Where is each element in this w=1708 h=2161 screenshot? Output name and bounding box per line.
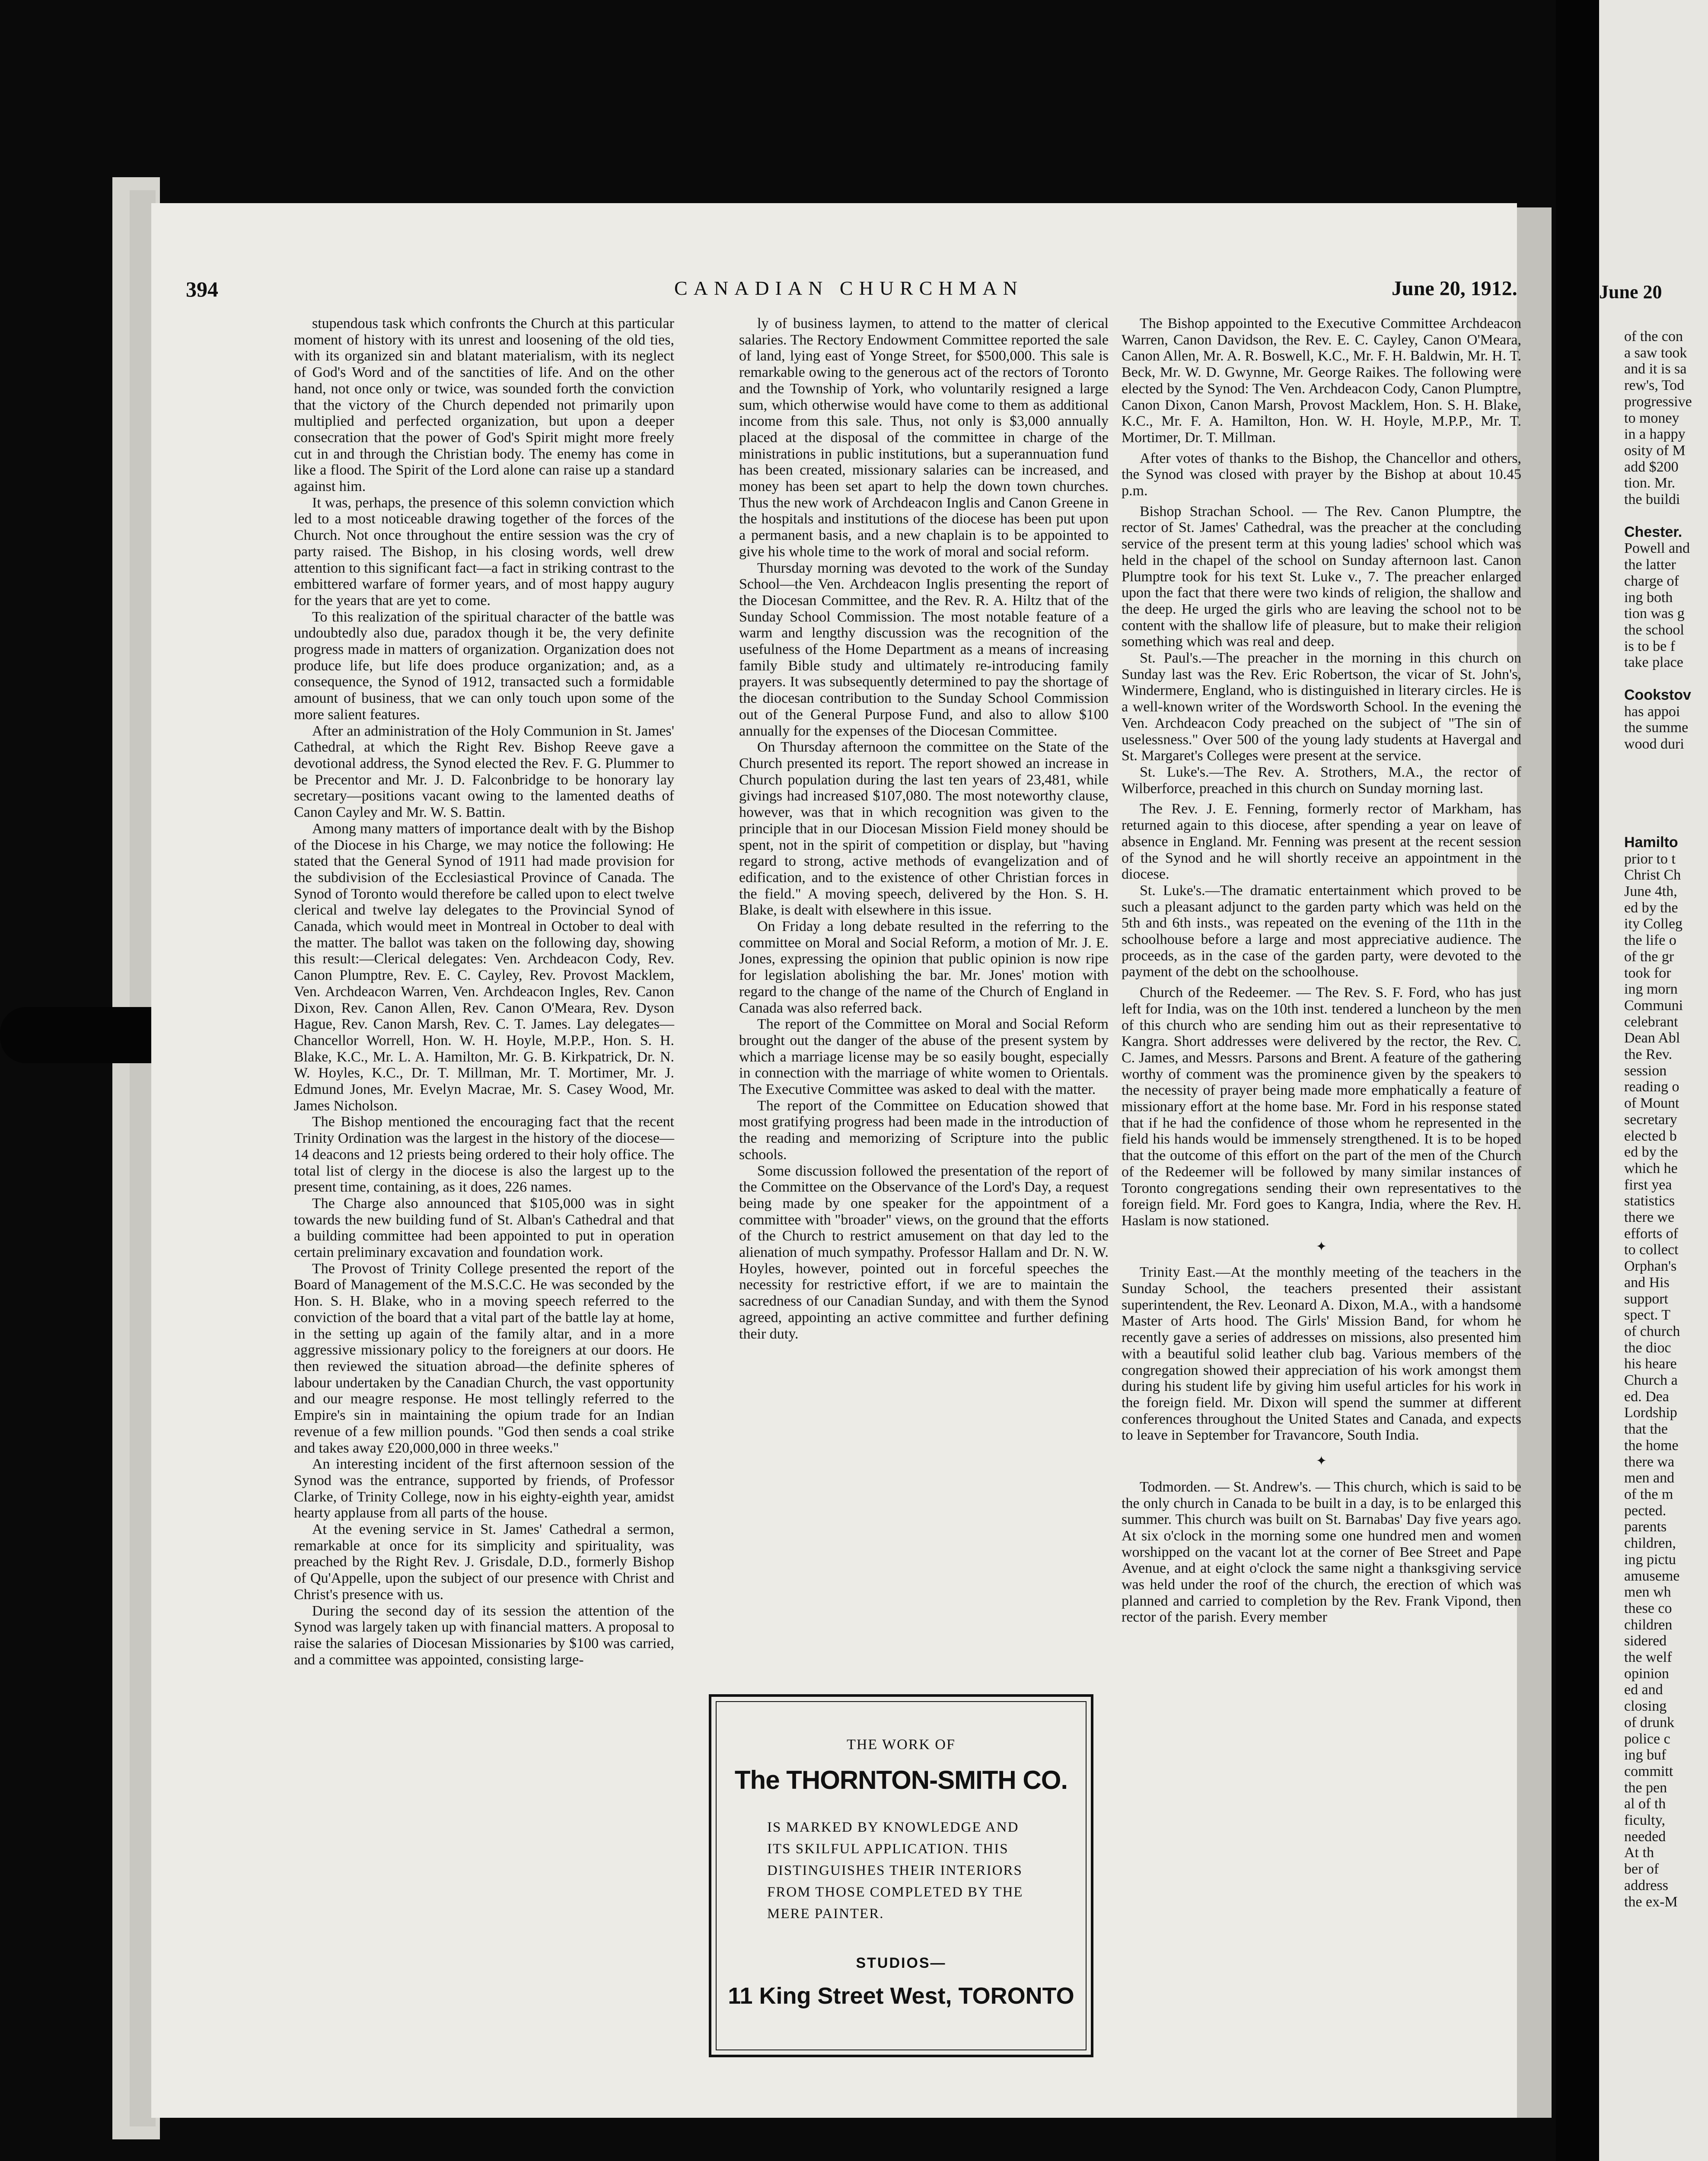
page-number: 394: [186, 277, 218, 301]
next-page-line: al of th: [1624, 1796, 1666, 1812]
next-page-line: the life o: [1624, 932, 1676, 949]
next-page-line: has appoi: [1624, 703, 1680, 720]
next-page-line: is to be f: [1624, 638, 1676, 654]
paragraph: The Provost of Trinity College presented the report of the Board of Management of the M.S.C.C. He was seconded by the Hon. S. H. Blake, who in a moving speech referred to the conviction of the board that a vital part of the battle lay at home, in the setting up again of the family altar, and in a more aggressive missionary policy to the foreigners at our doors. He then reviewed the situation abroad—the definite spheres of labour undertaken by the Canadian Church, the vast opportunity and our meagre response. He most tellingly referred to the Empire's sin in maintaining the opium trade for an Indian revenue of a few million pounds. "God then sends a coal strike and takes away £20,000,000 in three weeks.": [294, 1260, 674, 1456]
next-page-line: ing buf: [1624, 1747, 1667, 1763]
next-page-line: secretary: [1624, 1111, 1677, 1128]
issue-date: June 20, 1912.: [1392, 277, 1517, 300]
next-page-line: Lordship: [1624, 1405, 1677, 1421]
section-ornament: ✦: [1316, 1454, 1327, 1469]
next-page-line: of the gr: [1624, 948, 1674, 965]
advertisement-inner-border: [716, 1701, 1087, 2050]
paragraph: Some discussion followed the presentation of the report of the Committee on the Observance of the Lord's Day, a request being made by one speaker for the appointment of a committee with "broader" views, on the ground that the efforts of the Church to restrict amusement on that day led to the alienation of much sympathy. Professor Hallam and Dr. N. W. Hoyles, however, pointed out in forceful speeches the necessity for restrictive effort, if we are to maintain the sacredness of our Canadian Sunday, and with them the Synod agreed, appointing an active committee and further defining their duty.: [739, 1163, 1109, 1342]
next-page-line: first yea: [1624, 1176, 1672, 1193]
paragraph: Church of the Redeemer. — The Rev. S. F. Ford, who has just left for India, was on the 10th inst. tendered a luncheon by the men of this church who are sending him out as their representative to Kangra. Short addresses were delivered by the rector, the Rev. C. C. James, and Messrs. Parsons and Brent. A feature of the gathering worthy of comment was the prominence given by the speakers to the necessity of prayer being made more emphatically a feature of missionary effort at the home base. Mr. Ford in his response stated that if he had the confidence of those whom he represented in the field his hands would be immensely strengthened. It is to be hoped that the outcome of this effort on the part of the men of the Church of the Redeemer will be followed by many similar instances of Toronto congregations sending their own representatives to the foreign field. Mr. Ford goes to Kangra, India, where the Rev. H. Haslam is now stationed.: [1122, 985, 1521, 1229]
next-page-line: Dean Abl: [1624, 1030, 1680, 1046]
next-page-line: the home: [1624, 1437, 1679, 1453]
next-page-line: tion was g: [1624, 606, 1685, 622]
paragraph: Todmorden. — St. Andrew's. — This church, which is said to be the only church in Canada to be built in a day, is to be enlarged this summer. This church was built on St. Barnabas' Day five years ago. At six o'clock in the morning some one hundred men and women worshipped on the vacant lot at the corner of Bee Street and Pape Avenue, and at eight o'clock the same night a thanksgiving service was held under the roof of the church, the erection of which was planned and carried to completion by the Rev. Frank Vipond, then rector of the parish. Every member: [1122, 1479, 1521, 1626]
next-page-line: there wa: [1624, 1453, 1675, 1470]
next-page-line: the pen: [1624, 1779, 1667, 1796]
paragraph: St. Paul's.—The preacher in the morning in this church on Sunday last was the Rev. Eric Robertson, the vicar of St. John's, Windermere, England, who is distinguished in literary circles. He is a well-known writer of the Wordsworth School. In the evening the Ven. Archdeacon Cody preached on the subject of "The sin of uselessness." Over 500 of the young lady students at Havergal and St. Margaret's Colleges were present at the service.: [1122, 650, 1521, 764]
next-page-line: amuseme: [1624, 1568, 1680, 1584]
next-page-lines-d: [1624, 851, 1706, 1910]
column-1: [294, 316, 674, 1668]
paragraph: After an administration of the Holy Communion in St. James' Cathedral, at which the Right Rev. Bishop Reeve gave a devotional address, the Synod elected the Rev. F. G. Plummer to be Precentor and Mr. J. D. Falconbridge to be honorary lay secretary—positions vacant owing to the lamented deaths of Canon Cayley and Mr. W. S. Battin.: [294, 723, 674, 821]
paragraph: St. Luke's.—The Rev. A. Strothers, M.A., the rector of Wilberforce, preached in this church on Sunday morning last.: [1122, 764, 1521, 797]
next-page-line: charge of: [1624, 573, 1679, 589]
ad-intro: THE WORK OF: [847, 1737, 956, 1753]
paragraph: The report of the Committee on Education showed that most gratifying progress had been made in the introduction of the reading and memorizing of Scripture into the public schools.: [739, 1097, 1109, 1163]
ad-body: IS MARKED BY KNOWLEDGE AND ITS SKILFUL APPLICATION. THIS DISTINGUISHES THEIR INTERIORS FROM THOSE COMPLETED BY THE MERE PAINTER.: [767, 1820, 1023, 1922]
next-page-line: and His: [1624, 1274, 1670, 1291]
paragraph: The report of the Committee on Moral and Social Reform brought out the danger of the abuse of the present system by which a marriage license may be so easily bought, especially in connection with the marriage of white women to Orientals. The Executive Committee was asked to deal with the matter.: [739, 1016, 1109, 1098]
paragraph: To this realization of the spiritual character of the battle was undoubtedly also due, paradox though it be, the very definite progress made in matters of organization. Organization does not produce life, but life does produce organization; and, as a consequence, the Synod of 1912, transacted such a formidable amount of business, that we can only touch upon some of the more salient features.: [294, 609, 674, 723]
next-page-line: the Rev.: [1624, 1046, 1673, 1063]
next-page-line: men and: [1624, 1470, 1675, 1486]
next-page-line: took for: [1624, 965, 1671, 981]
next-page-date: June 20: [1599, 281, 1662, 303]
next-page-heading-cookstown: Cookstov: [1624, 687, 1691, 704]
next-page-line: of the m: [1624, 1486, 1673, 1502]
next-page-heading-chester: Chester.: [1624, 523, 1683, 540]
next-page-line: children: [1624, 1616, 1673, 1633]
next-page-line: children,: [1624, 1535, 1676, 1552]
next-page-line: ing both: [1624, 589, 1673, 606]
next-page-line: rew's, Tod: [1624, 377, 1685, 394]
next-page-line: committ: [1624, 1763, 1673, 1779]
paragraph: At the evening service in St. James' Cathedral a sermon, remarkable at once for its simplicity and spirituality, was preached by the Right Rev. J. Grisdale, D.D., formerly Bishop of Qu'Appelle, upon the subject of our presence with Christ and Christ's presence with us.: [294, 1521, 674, 1603]
next-page-line: of Mount: [1624, 1095, 1679, 1112]
paragraph: Thursday morning was devoted to the work of the Sunday School—the Ven. Archdeacon Inglis presenting the report of the Diocesan Committee, and the Rev. R. A. Hiltz that of the Sunday School Commission. The most notable feature of a warm and lengthy discussion was the recognition of the usefulness of the Home Department as a means of increasing family Bible study and ultimately re-introducing family prayers. It was subsequently determined to pay the shortage of the diocesan contribution to the Sunday School Commission out of the General Purpose Fund, and also to allow $100 annually for the expenses of the Diocesan Committee.: [739, 560, 1109, 739]
next-page-line: ing morn: [1624, 981, 1678, 998]
next-page-lines-c: [1624, 704, 1706, 752]
next-page-line: June 4th,: [1624, 883, 1677, 899]
paragraph: On Thursday afternoon the committee on the State of the Church presented its report. The report showed an increase in Church population during the last ten years of 23,481, while givings had increased $107,080. The most noteworthy clause, however, was that in which recognition was given to the principle that in our Diocesan Mission Field money should be spent, not in the spirit of competition or display, but "having regard to strong, active methods of evangelization and of edification, and to the existence of other Christian forces in the field." A moving speech, delivered by the Hon. S. H. Blake, is dealt with elsewhere in this issue.: [739, 739, 1109, 918]
column-2: [739, 316, 1109, 1342]
masthead: CANADIAN CHURCHMAN: [674, 277, 1023, 299]
ad-studios-label: STUDIOS—: [856, 1955, 946, 1971]
paragraph: The Charge also announced that $105,000 was in sight towards the new building fund of St. Alban's Cathedral and that a building committee had been appointed to put in operation certain preliminary excavation and foundation work.: [294, 1195, 674, 1261]
next-page-line: the welf: [1624, 1649, 1672, 1666]
next-page-line: opinion: [1624, 1665, 1669, 1682]
next-page-line: parents: [1624, 1519, 1667, 1535]
next-page-line: wood duri: [1624, 736, 1684, 752]
paragraph: It was, perhaps, the presence of this solemn conviction which led to a most noticeable drawing together of the forces of the Church. Not once throughout the entire session was the cry of party raised. The Bishop, in his closing words, well drew attention to this significant fact—a fact in striking contrast to the embittered warfare of former years, and of most happy augury for the years that are yet to come.: [294, 494, 674, 609]
next-page-lines-a: [1624, 328, 1706, 508]
next-page-line: elected b: [1624, 1128, 1677, 1144]
next-page-line: to money: [1624, 410, 1679, 426]
next-page-line: At th: [1624, 1845, 1654, 1861]
next-page-line: the buildi: [1624, 491, 1680, 508]
next-page-line: Powell and: [1624, 540, 1690, 557]
ad-company-name: The THORNTON-SMITH CO.: [734, 1766, 1068, 1794]
next-page-line: closing: [1624, 1698, 1667, 1715]
next-page-line: pected.: [1624, 1502, 1667, 1519]
next-page-line: of the con: [1624, 328, 1683, 344]
next-page-line: these co: [1624, 1600, 1672, 1616]
ad-address: 11 King Street West, TORONTO: [728, 1983, 1074, 2009]
section-ornament: ✦: [1316, 1239, 1327, 1254]
next-page-line: there we: [1624, 1209, 1675, 1226]
next-page-line: ed and: [1624, 1682, 1663, 1698]
next-page-line: address: [1624, 1877, 1668, 1893]
next-page-line: which he: [1624, 1160, 1678, 1176]
next-page-line: a saw took: [1624, 344, 1687, 361]
next-page-line: ed. Dea: [1624, 1388, 1669, 1405]
next-page-line: that the: [1624, 1421, 1668, 1437]
next-page-line: in a happy: [1624, 426, 1686, 443]
next-page-line: ing pictu: [1624, 1551, 1676, 1568]
paragraph: The Bishop appointed to the Executive Committee Archdeacon Warren, Canon Davidson, the Rev. E. C. Cayley, Canon O'Meara, Canon Allen, Mr. A. R. Boswell, K.C., Mr. F. H. Baldwin, Mr. H. T. Beck, Mr. W. D. Gwynne, Mr. George Raikes. The following were elected by the Synod: The Ven. Archdeacon Cody, Canon Plumptre, Canon Dixon, Canon Marsh, Provost Macklem, Hon. S. H. Blake, K.C., Mr. F. A. Hamilton, Hon. W. H. Hoyle, M.P.P., Mr. T. Mortimer, Dr. T. Millman.: [1122, 316, 1521, 446]
next-page-line: ficulty,: [1624, 1812, 1666, 1829]
paragraph: The Rev. J. E. Fenning, formerly rector of Markham, has returned again to this diocese, after spending a year on leave of absence in England. Mr. Fenning was present at the recent session of the Synod and he will shortly receive an appointment in the diocese.: [1122, 801, 1521, 883]
next-page-line: spect. T: [1624, 1307, 1671, 1323]
next-page-line: reading o: [1624, 1079, 1679, 1095]
next-page-cropped-column: [1624, 328, 1706, 1910]
paragraph: The Bishop mentioned the encouraging fact that the recent Trinity Ordination was the largest in the history of the diocese—14 deacons and 12 priests being ordered to their holy office. The total list of clergy in the diocese is also the largest up to the present time, containing, as it does, 226 names.: [294, 1114, 674, 1195]
next-page-line: take place: [1624, 654, 1683, 671]
next-page-line: of drunk: [1624, 1714, 1675, 1731]
column-3: [1122, 316, 1521, 1626]
paragraph: After votes of thanks to the Bishop, the Chancellor and others, the Synod was closed with prayer by the Bishop at about 10.45 p.m.: [1122, 450, 1521, 499]
next-page-line: to collect: [1624, 1242, 1679, 1258]
next-page-line: ed by the: [1624, 1144, 1678, 1160]
next-page-line: ed by the: [1624, 899, 1678, 916]
next-page-heading-hamilton: Hamilto: [1624, 834, 1678, 851]
paragraph: ly of business laymen, to attend to the matter of clerical salaries. The Rectory Endowment Committee reported the sale of land, lying east of Yonge Street, for $500,000. This sale is remarkable owing to the generous act of the rectors of Toronto and the Township of York, who voluntarily resigned a large sum, which otherwise would have come to them as additional income from this sale. Thus, not only is $3,000 annually placed at the disposal of the committee in charge of the ministrations in public institutions, but a superannuation fund has been created, missionary salaries can be increased, and money has been set apart to help the down town churches. Thus the new work of Archdeacon Inglis and Canon Greene in the hospitals and institutions of the diocese has been put upon a permanent basis, and a new chaplain is to be appointed to give his whole time to the work of moral and social reform.: [739, 316, 1109, 560]
thornton-smith-advertisement: [709, 1694, 1093, 2057]
next-page-line: the latter: [1624, 557, 1676, 573]
gutter-dark: [1556, 0, 1603, 2161]
next-page-line: the summe: [1624, 720, 1689, 736]
paragraph: stupendous task which confronts the Church at this particular moment of history with its unrest and loosening of the old ties, with its organized sin and blatant materialism, with its neglect of God's Word and of the sanctities of life. And on the other hand, not once only or twice, was sounded forth the conviction that the victory of the Church depended not primarily upon multiplied and perfected organization, but upon a deeper consecration that the power of God's Spirit might more freely cut in and through the Christian body. The enemy has come in like a flood. The Spirit of the Lord alone can raise up a standard against him.: [294, 316, 674, 495]
next-page-line: efforts of: [1624, 1225, 1678, 1242]
paragraph: Among many matters of importance dealt with by the Bishop of the Diocese in his Charge, we may notice the following: He stated that the General Synod of 1911 had made provision for the subdivision of the Ecclesiastical Province of Canada. The Synod of Toronto would therefore be called upon to elect twelve clerical and twelve lay delegates to the Provincial Synod of Canada, which would meet in Montreal in October to deal with the matter. The ballot was taken on the following day, showing this result:—Clerical delegates: Ven. Archdeacon Cody, Rev. Canon Plumptre, Rev. E. C. Cayley, Rev. Provost Macklem, Ven. Archdeacon Warren, Ven. Archdeacon Ingles, Rev. Canon Dixon, Rev. Canon Allen, Rev. Canon O'Meara, Rev. Dyson Hague, Rev. Canon Marsh, Rev. C. T. James. Lay delegates—Chancellor Worrell, Hon. W. H. Hoyle, M.P.P., Hon. S. H. Blake, K.C., Mr. L. A. Hamilton, Mr. G. B. Kirkpatrick, Dr. N. W. Hoyles, K.C., Dr. T. Millman, Mr. T. Mortimer, Mr. J. Edmund Jones, Mr. Evelyn Macrae, Mr. S. Casey Wood, Mr. James Nicholson.: [294, 820, 674, 1114]
next-page-line: celebrant: [1624, 1014, 1678, 1030]
next-page-line: ity Colleg: [1624, 916, 1683, 932]
next-page-line: men wh: [1624, 1584, 1671, 1600]
next-page-line: the dioc: [1624, 1339, 1671, 1356]
paragraph: St. Luke's.—The dramatic entertainment which proved to be such a pleasant adjunct to the garden party which was held on the 5th and 6th insts., was repeated on the evening of the 11th in the schoolhouse before a large and most appreciative audience. The proceeds, as in the case of the garden party, were devoted to the payment of the debt on the schoolhouse.: [1122, 882, 1521, 980]
next-page-line: support: [1624, 1291, 1668, 1307]
next-page-line: and it is sa: [1624, 361, 1687, 377]
next-page-line: prior to t: [1624, 851, 1676, 867]
next-page-line: Church a: [1624, 1372, 1678, 1389]
next-page-line: statistics: [1624, 1193, 1675, 1209]
paragraph: On Friday a long debate resulted in the referring to the committee on Moral and Social Reform, a motion of Mr. J. E. Jones, expressing the opinion that public opinion is now ripe for legislation abolishing the bar. Mr. Jones' motion with regard to the change of the name of the Church of England in Canada was also referred back.: [739, 918, 1109, 1016]
next-page-line: Orphan's: [1624, 1258, 1677, 1275]
next-page-line: sidered: [1624, 1633, 1667, 1649]
next-page-line: his heare: [1624, 1356, 1677, 1372]
next-page-line: add $200: [1624, 459, 1679, 475]
paragraph: Trinity East.—At the monthly meeting of the teachers in the Sunday School, the teachers presented their assistant superintendent, the Rev. Leonard A. Dixon, M.A., with a handsome Master of Arts hood. The Girls' Mission Band, for whom he recently gave a series of addresses on missions, also presented him with a beautiful solid leather club bag. Various members of the congregation showed their appreciation of his work amongst them during his student life by giving him useful articles for his work in the foreign field. Mr. Dixon will spend the summer at different conferences throughout the United States and Canada, and expects to leave in September for Travancore, South India.: [1122, 1264, 1521, 1444]
next-page-line: police c: [1624, 1731, 1670, 1747]
next-page-line: the ex-M: [1624, 1893, 1678, 1910]
next-page-line: of church: [1624, 1323, 1680, 1339]
next-page-line: the school: [1624, 622, 1684, 638]
paragraph: Bishop Strachan School. — The Rev. Canon Plumptre, the rector of St. James' Cathedral, was the preacher at the concluding service of the present term at this young ladies' school which was held in the chapel of the school on Sunday afternoon last. Canon Plumptre took for his text St. Luke v., 7. The preacher enlarged upon the fact that there were two kinds of religion, the shallow and the deep. He urged the girls who are leaving the school not to be content with the shallow life of pleasure, but to make their religion something which was real and deep.: [1122, 503, 1521, 650]
next-page-line: Communi: [1624, 997, 1683, 1014]
next-page-lines-b: [1624, 540, 1706, 671]
next-page-line: progressive: [1624, 393, 1692, 410]
next-page-line: tion. Mr.: [1624, 475, 1676, 491]
paragraph: During the second day of its session the attention of the Synod was largely taken up with financial matters. A proposal to raise the salaries of Diocesan Missionaries by $100 was carried, and a committee was appointed, consisting large-: [294, 1603, 674, 1668]
paragraph: An interesting incident of the first afternoon session of the Synod was the entrance, supported by friends, of Professor Clarke, of Trinity College, now in his eighty-eighth year, amidst hearty applause from all parts of the house.: [294, 1456, 674, 1521]
next-page-line: Christ Ch: [1624, 867, 1681, 883]
next-page-line: needed: [1624, 1828, 1666, 1845]
next-page-line: session: [1624, 1062, 1667, 1079]
next-page-line: ber of: [1624, 1861, 1659, 1877]
next-page-line: osity of M: [1624, 442, 1686, 459]
